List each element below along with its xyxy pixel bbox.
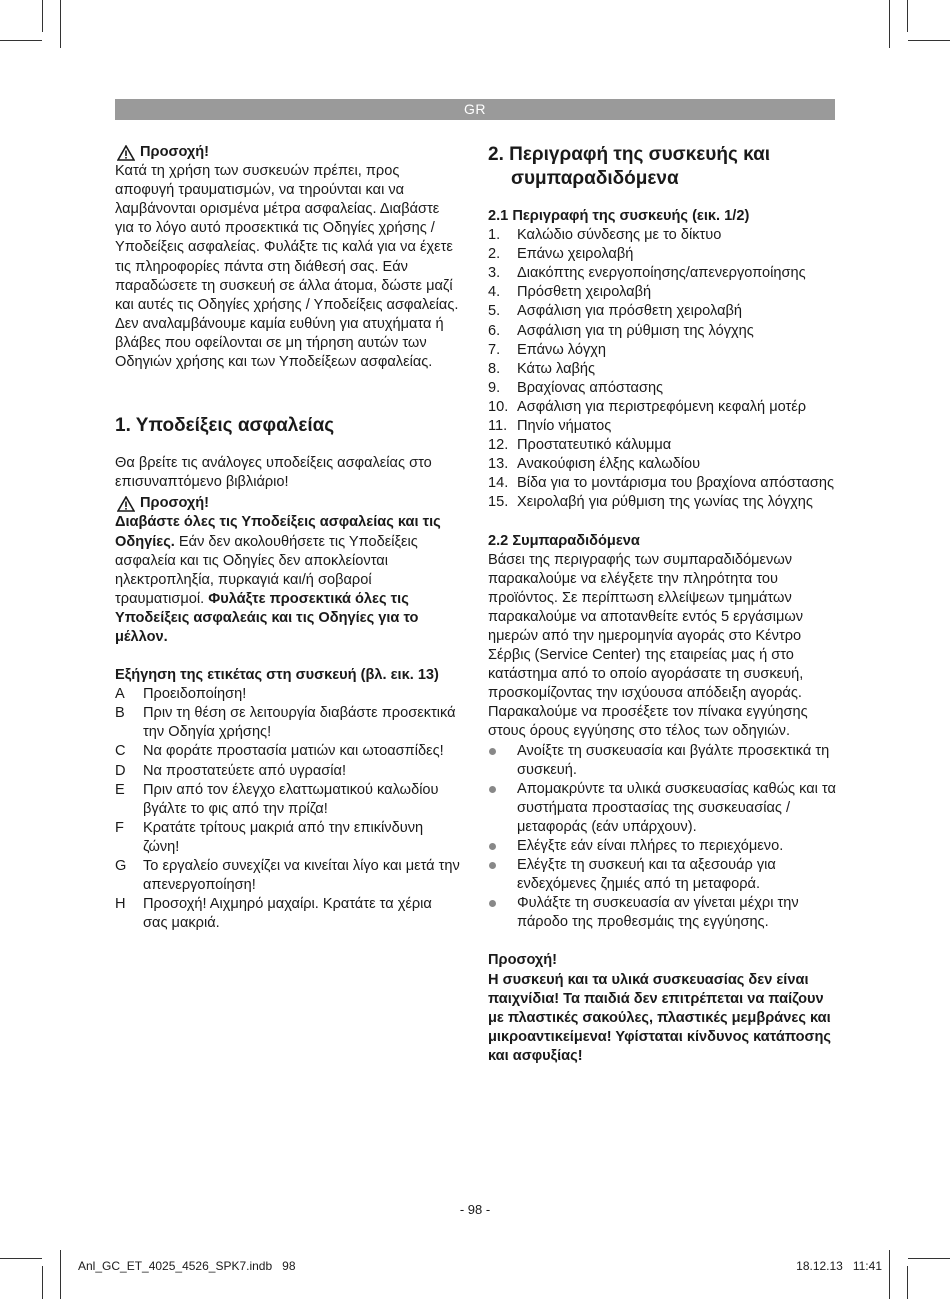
subsection-heading-description: 2.1 Περιγραφή της συσκευής (εικ. 1/2)	[488, 208, 750, 224]
right-column	[488, 143, 838, 1066]
list-item: 2. Επάνω χειρολαβή	[488, 246, 634, 263]
crop-mark	[42, 0, 43, 32]
crop-mark	[60, 0, 61, 48]
list-item: B Πριν τη θέση σε λειτουργία διαβάστε προσεκτικά την Οδηγία χρήσης!	[115, 705, 456, 741]
language-label: GR	[464, 101, 486, 117]
list-item: H Προσοχή! Αιχμηρό μαχαίρι. Κρατάτε τα χέρια σας μακριά.	[115, 896, 432, 932]
list-item: Απομακρύντε τα υλικά συσκευασίας καθώς και τα συστήματα προστασίας της συσκευασίας / μεταφοράς (εάν υπάρχουν).	[488, 780, 838, 837]
parts-list	[488, 226, 838, 512]
warning-heading: Προσοχή!	[488, 952, 558, 969]
list-item: A Προειδοποίηση!	[115, 686, 247, 703]
list-item: 13. Ανακούφιση έλξης καλωδίου	[488, 456, 701, 473]
crop-mark	[42, 1266, 43, 1299]
warning-triangle-icon	[117, 145, 135, 161]
list-item: 12. Προστατευτικό κάλυμμα	[488, 437, 672, 454]
warning-triangle-icon	[117, 496, 135, 512]
safety-intro: Θα βρείτε τις ανάλογες υποδείξεις ασφαλείας στο επισυναπτόμενο βιβλιάριο!	[115, 455, 432, 491]
subsection-heading-delivery: 2.2 Συμπαραδιδόμενα	[488, 532, 640, 549]
warning-heading: Προσοχή!	[115, 494, 460, 513]
crop-mark	[60, 1250, 61, 1299]
list-item: 7. Επάνω λόγχη	[488, 341, 607, 358]
crop-mark	[0, 40, 42, 41]
list-item: G Το εργαλείο συνεχίζει να κινείται λίγο και μετά την απενεργοποίηση!	[115, 858, 460, 894]
packaging-warning-text: Η συσκευή και τα υλικά συσκευασίας δεν είναι παιχνίδια! Τα παιδιά δεν επιτρέπεται να παίζουν με πλαστικές σακούλες, πλαστικές μεμβράνες και μικροαντικείμενα! Υφίσταται κίνδυνος κατάποσης και ασφυξίας!	[488, 971, 832, 1064]
list-item: F Κρατάτε τρίτους μακριά από την επικίνδυνη ζώνη!	[115, 819, 424, 855]
left-column	[115, 143, 460, 933]
crop-mark	[0, 1258, 42, 1259]
crop-mark	[908, 1258, 950, 1259]
list-item: Ανοίξτε τη συσκευασία και βγάλτε προσεκτικά τη συσκευή.	[488, 742, 838, 780]
list-item: 6. Ασφάλιση για τη ρύθμιση της λόγχης	[488, 322, 754, 339]
list-item: Ελέγξτε εάν είναι πλήρες το περιεχόμενο.	[488, 837, 838, 856]
safety-warning-text: Διαβάστε όλες τις Υποδείξεις ασφαλείας και τις Οδηγίες. Εάν δεν ακολουθήσετε τις Υποδείξεις ασφαλεία και τις Οδηγίες δεν αποκλείονται ηλεκτροπληξία, πυρκαγιά και/ή σοβαροί τραυματισμοί. Φυλάξτε προσεκτικά όλες τις Υποδείξεις ασφαλεάις και τις Οδηγίες για το μέλλον.	[115, 514, 441, 645]
list-item: 11. Πηνίο νήματος	[488, 418, 612, 435]
list-item: 4. Πρόσθετη χειρολαβή	[488, 284, 652, 301]
section-heading-description: 2. Περιγραφή της συσκευής και συμπαραδιδόμενα	[488, 144, 771, 189]
file-info: Anl_GC_ET_4025_4526_SPK7.indb 98	[78, 1259, 296, 1273]
page-number: - 98 -	[459, 1202, 491, 1217]
label-explanation-heading: Εξήγηση της ετικέτας στη συσκευή (βλ. εικ. 13)	[115, 667, 439, 684]
warning-text: Κατά τη χρήση των συσκευών πρέπει, προς αποφυγή τραυματισμών, να τηρούνται και να λαμβάνονται ορισμένα μέτρα ασφαλείας. Διαβάστε για το λόγο αυτό προσεκτικά τις Οδηγίες χρήσης / Υποδείξεις ασφαλείας. Φυλάξτε τις καλά για να έχετε τις πληροφορίες πάντα στη διάθεσή σας. Εάν παραδώσετε τη συσκευή σε άλλα άτομα, δώστε μαζί και αυτές τις Οδηγίες χρήσης / Υποδείξεις ασφαλείας. Δεν αναλαμβάνουμε καμία ευθύνη για ατυχήματα ή βλάβες που οφείλονται σε μη τήρηση αυτών των Οδηγιών χρήσης και των Υποδείξεων ασφαλείας.	[115, 163, 459, 371]
section-heading-safety: 1. Υποδείξεις ασφαλείας	[115, 415, 335, 437]
language-header-bar	[115, 99, 835, 120]
print-datetime: 18.12.13 11:41	[796, 1259, 882, 1273]
crop-mark	[908, 40, 950, 41]
list-item: C Να φοράτε προστασία ματιών και ωτοασπίδες!	[115, 743, 444, 760]
list-item: Φυλάξτε τη συσκευασία αν γίνεται μέχρι την πάροδο της προθεσμάις της εγγύησης.	[488, 894, 838, 932]
list-item: 8. Κάτω λαβής	[488, 360, 596, 377]
list-item: 14. Βίδα για το μοντάρισμα του βραχίονα απόστασης	[488, 475, 835, 492]
delivery-text: Βάσει της περιγραφής των συμπαραδιδόμενων παρακαλούμε να ελέγξετε την πληρότητα του προϊόντος. Σε περίπτωση ελλείψεων τμημάτων παρακαλούμε να αποτανθείτε εντός 5 εργάσιμων ημερών από την ημερομηνία αγοράς στο Κέντρο Σέρβις (Service Center) της εταιρείας μας ή στο κατάστημα από το οποίο αγοράσατε τη συσκευή, προσκομίζοντας την ισχύουσα απόδειξη αγοράς. Παρακαλούμε να προσέξετε τον πίνακα εγγύησης στους όρους εγγύησης στο τέλος των οδηγιών.	[488, 551, 808, 740]
crop-mark	[889, 0, 890, 48]
warning-heading: Προσοχή!	[115, 143, 460, 162]
list-item: D Να προστατεύετε από υγρασία!	[115, 762, 347, 779]
label-explanation-list	[115, 685, 460, 933]
list-item: 5. Ασφάλιση για πρόσθετη χειρολαβή	[488, 303, 743, 320]
list-item: 10. Ασφάλιση για περιστρεφόμενη κεφαλή μοτέρ	[488, 398, 807, 415]
crop-mark	[907, 0, 908, 32]
delivery-bullet-list	[488, 742, 838, 933]
list-item: Ελέγξτε τη συσκευή και τα αξεσουάρ για ενδεχόμενες ζημιές από τη μεταφορά.	[488, 856, 838, 894]
list-item: E Πριν από τον έλεγχο ελαττωματικού καλωδίου βγάλτε το φις από την πρίζα!	[115, 781, 439, 817]
list-item: 1. Καλώδιο σύνδεσης με το δίκτυο	[488, 227, 722, 244]
list-item: 15. Χειρολαβή για ρύθμιση της γωνίας της λόγχης	[488, 494, 813, 511]
crop-mark	[889, 1250, 890, 1299]
list-item: 3. Διακόπτης ενεργοποίησης/απενεργοποίησης	[488, 265, 806, 282]
list-item: 9. Βραχίονας απόστασης	[488, 379, 664, 396]
crop-mark	[907, 1266, 908, 1299]
